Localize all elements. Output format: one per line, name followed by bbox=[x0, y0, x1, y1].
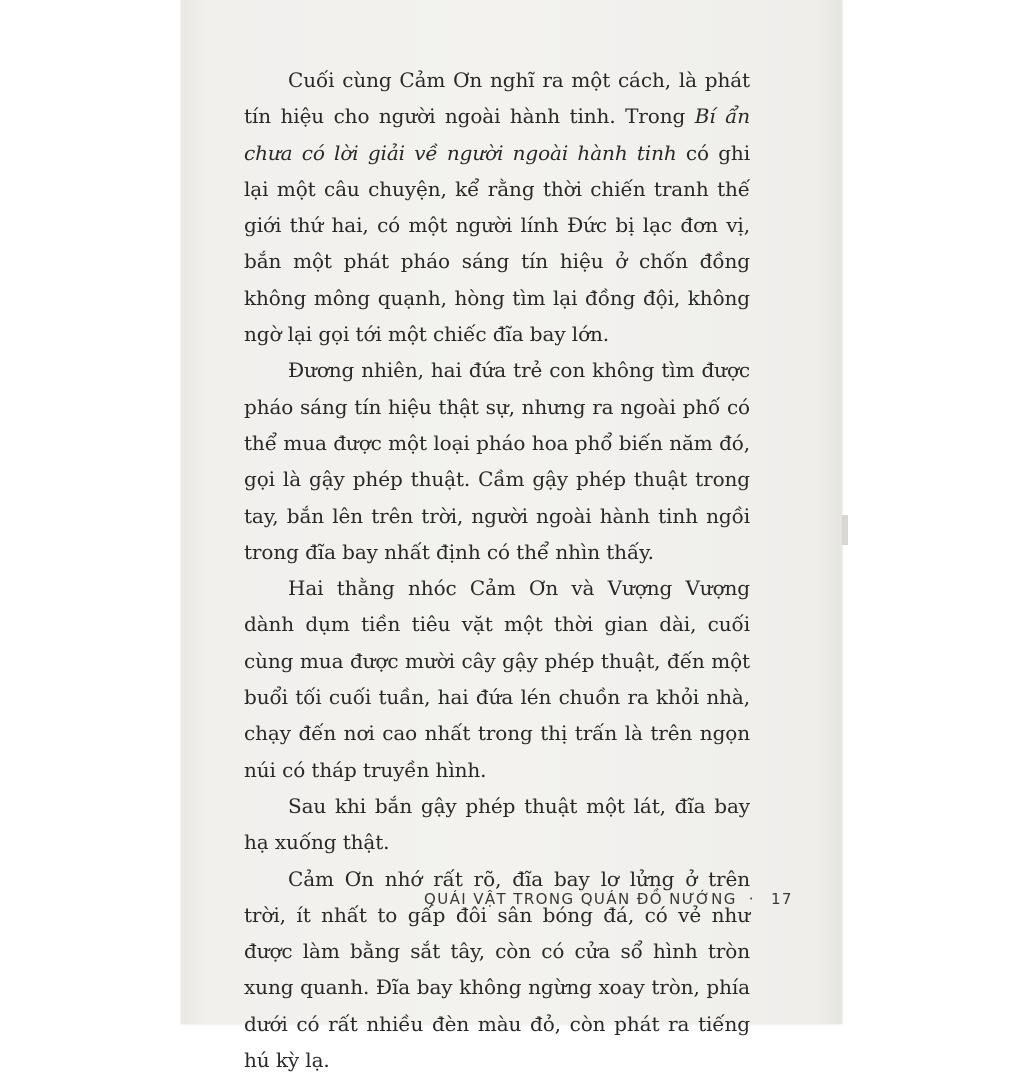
paragraph-text: Hai thằng nhóc Cảm Ơn và Vượng Vượng dành dụm tiền tiêu vặt một thời gian dài, cuối cùng mua được mười cây gậy phép thuật, đến một buổi tối cuối tuần, hai đứa lén chuồn ra khỏi nhà, chạy đến nơi cao nhất trong thị trấn là trên ngọn núi có tháp truyền hình. bbox=[244, 576, 750, 782]
page-edge bbox=[842, 515, 848, 545]
paragraph bbox=[244, 62, 750, 352]
page-number: 17 bbox=[770, 890, 793, 908]
body-text bbox=[244, 62, 750, 1078]
paragraph-text: có ghi lại một câu chuyện, kể rằng thời chiến tranh thế giới thứ hai, có một người lính Đức bị lạc đơn vị, bắn một phát pháo sáng tín hiệu ở chốn đồng không mông quạnh, hòng tìm lại đồng đội, không ngờ lại gọi tới một chiếc đĩa bay lớn. bbox=[244, 140, 750, 347]
paragraph bbox=[244, 352, 750, 570]
paragraph-text: Cảm Ơn nhớ rất rõ, đĩa bay lơ lửng ở trên trời, ít nhất to gấp đôi sân bóng đá, có vẻ như được làm bằng sắt tây, còn có cửa sổ hình tròn xung quanh. Đĩa bay không ngừng xoay tròn, phía dưới có rất nhiều đèn màu đỏ, còn phát ra tiếng hú kỳ lạ. bbox=[244, 866, 750, 1073]
paragraph bbox=[244, 788, 750, 861]
paragraph-text: Cuối cùng Cảm Ơn nghĩ ra một cách, là phát tín hiệu cho người ngoài hành tinh. Trong bbox=[244, 68, 750, 129]
paragraph bbox=[244, 570, 750, 788]
paragraph-text: Đương nhiên, hai đứa trẻ con không tìm được pháo sáng tín hiệu thật sự, nhưng ra ngoài phố có thể mua được một loại pháo hoa phổ biến năm đó, gọi là gậy phép thuật. Cầm gậy phép thuật trong tay, bắn lên trên trời, người ngoài hành tinh ngồi trong đĩa bay nhất định có thể nhìn thấy. bbox=[244, 358, 750, 564]
paragraph-text: Sau khi bắn gậy phép thuật một lát, đĩa bay hạ xuống thật. bbox=[244, 793, 750, 855]
running-title: QUÁI VẬT TRONG QUÁN ĐỒ NƯỚNG bbox=[424, 890, 737, 908]
page-footer bbox=[424, 890, 793, 908]
book-title-italic: Bí ẩn chưa có lời giải về người ngoài hành tinh bbox=[244, 104, 750, 165]
footer-separator: · bbox=[748, 890, 755, 908]
